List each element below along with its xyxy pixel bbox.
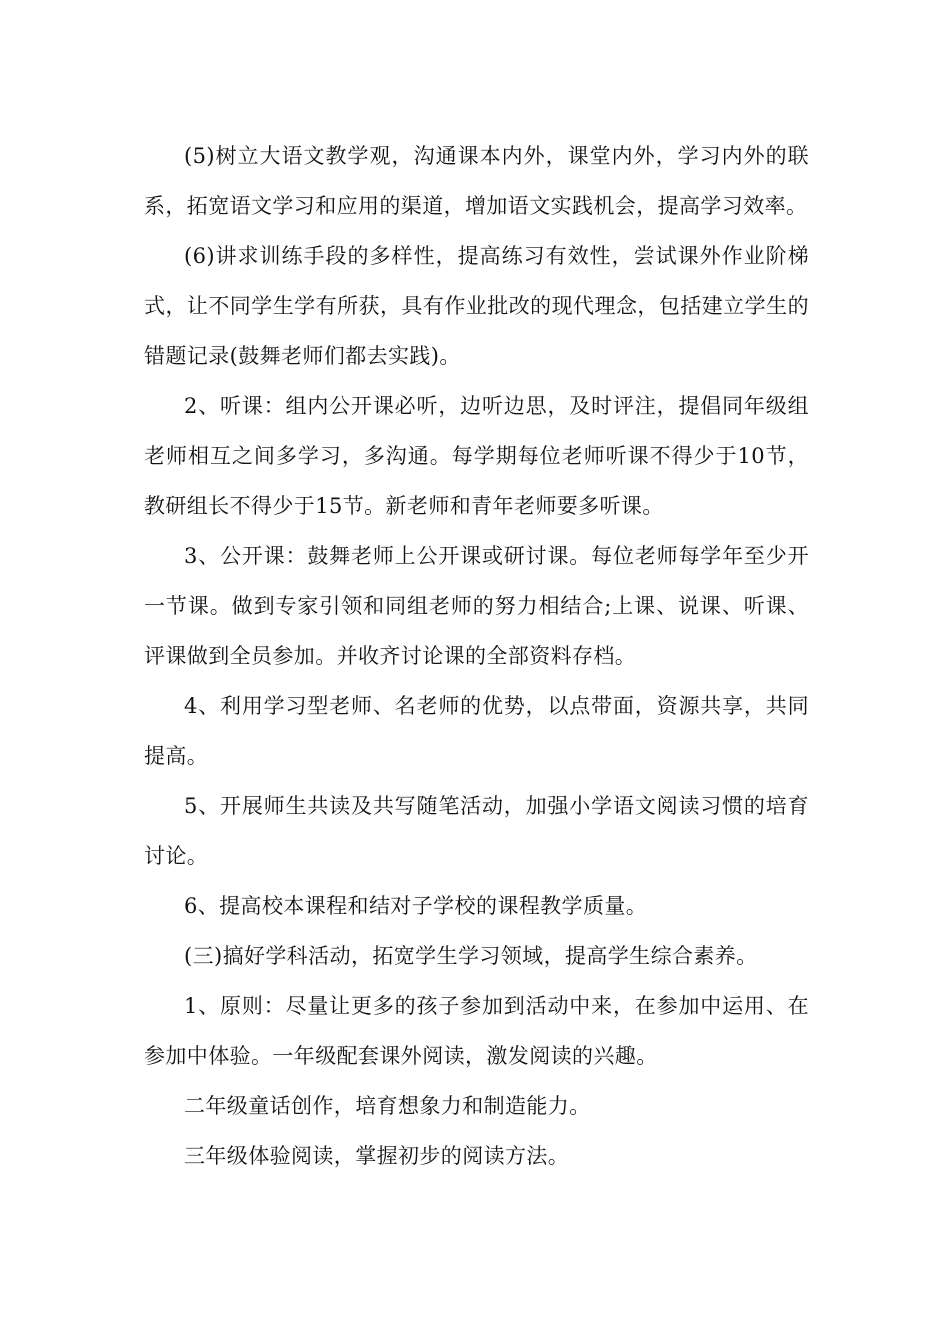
paragraph-section-3-heading: (三)搞好学科活动，拓宽学生学习领域，提高学生综合素养。 bbox=[184, 944, 758, 968]
paragraph-school-curriculum: 6、提高校本课程和结对子学校的课程教学质量。 bbox=[184, 894, 648, 918]
paragraph-5-language-teaching-view: (5)树立大语文教学观，沟通课本内外，课堂内外，学习内外的联系，拓宽语文学习和应用的渠道，增加语文实践机会，提高学习效率。 bbox=[144, 144, 809, 218]
document-body bbox=[144, 131, 809, 1181]
paragraph-shared-reading: 5、开展师生共读及共写随笔活动，加强小学语文阅读习惯的培育讨论。 bbox=[144, 794, 809, 868]
paragraph-open-class: 3、公开课：鼓舞老师上公开课或研讨课。每位老师每学年至少开一节课。做到专家引领和同组老师的努力相结合;上课、说课、听课、评课做到全员参加。并收齐讨论课的全部资料存档。 bbox=[144, 544, 809, 668]
paragraph-grade-2: 二年级童话创作，培育想象力和制造能力。 bbox=[184, 1094, 591, 1118]
paragraph-activity-principle: 1、原则：尽量让更多的孩子参加到活动中来，在参加中运用、在参加中体验。一年级配套课外阅读，激发阅读的兴趣。 bbox=[144, 994, 809, 1068]
paragraph-6-training-methods: (6)讲求训练手段的多样性，提高练习有效性，尝试课外作业阶梯式，让不同学生学有所获，具有作业批改的现代理念，包括建立学生的错题记录(鼓舞老师们都去实践)。 bbox=[144, 244, 809, 368]
paragraph-grade-3: 三年级体验阅读，掌握初步的阅读方法。 bbox=[184, 1144, 570, 1168]
paragraph-lesson-observation: 2、听课：组内公开课必听，边听边思，及时评注，提倡同年级组老师相互之间多学习，多沟通。每学期每位老师听课不得少于10节，教研组长不得少于15节。新老师和青年老师要多听课。 bbox=[144, 394, 809, 518]
paragraph-learning-teachers: 4、利用学习型老师、名老师的优势，以点带面，资源共享，共同提高。 bbox=[144, 694, 809, 768]
